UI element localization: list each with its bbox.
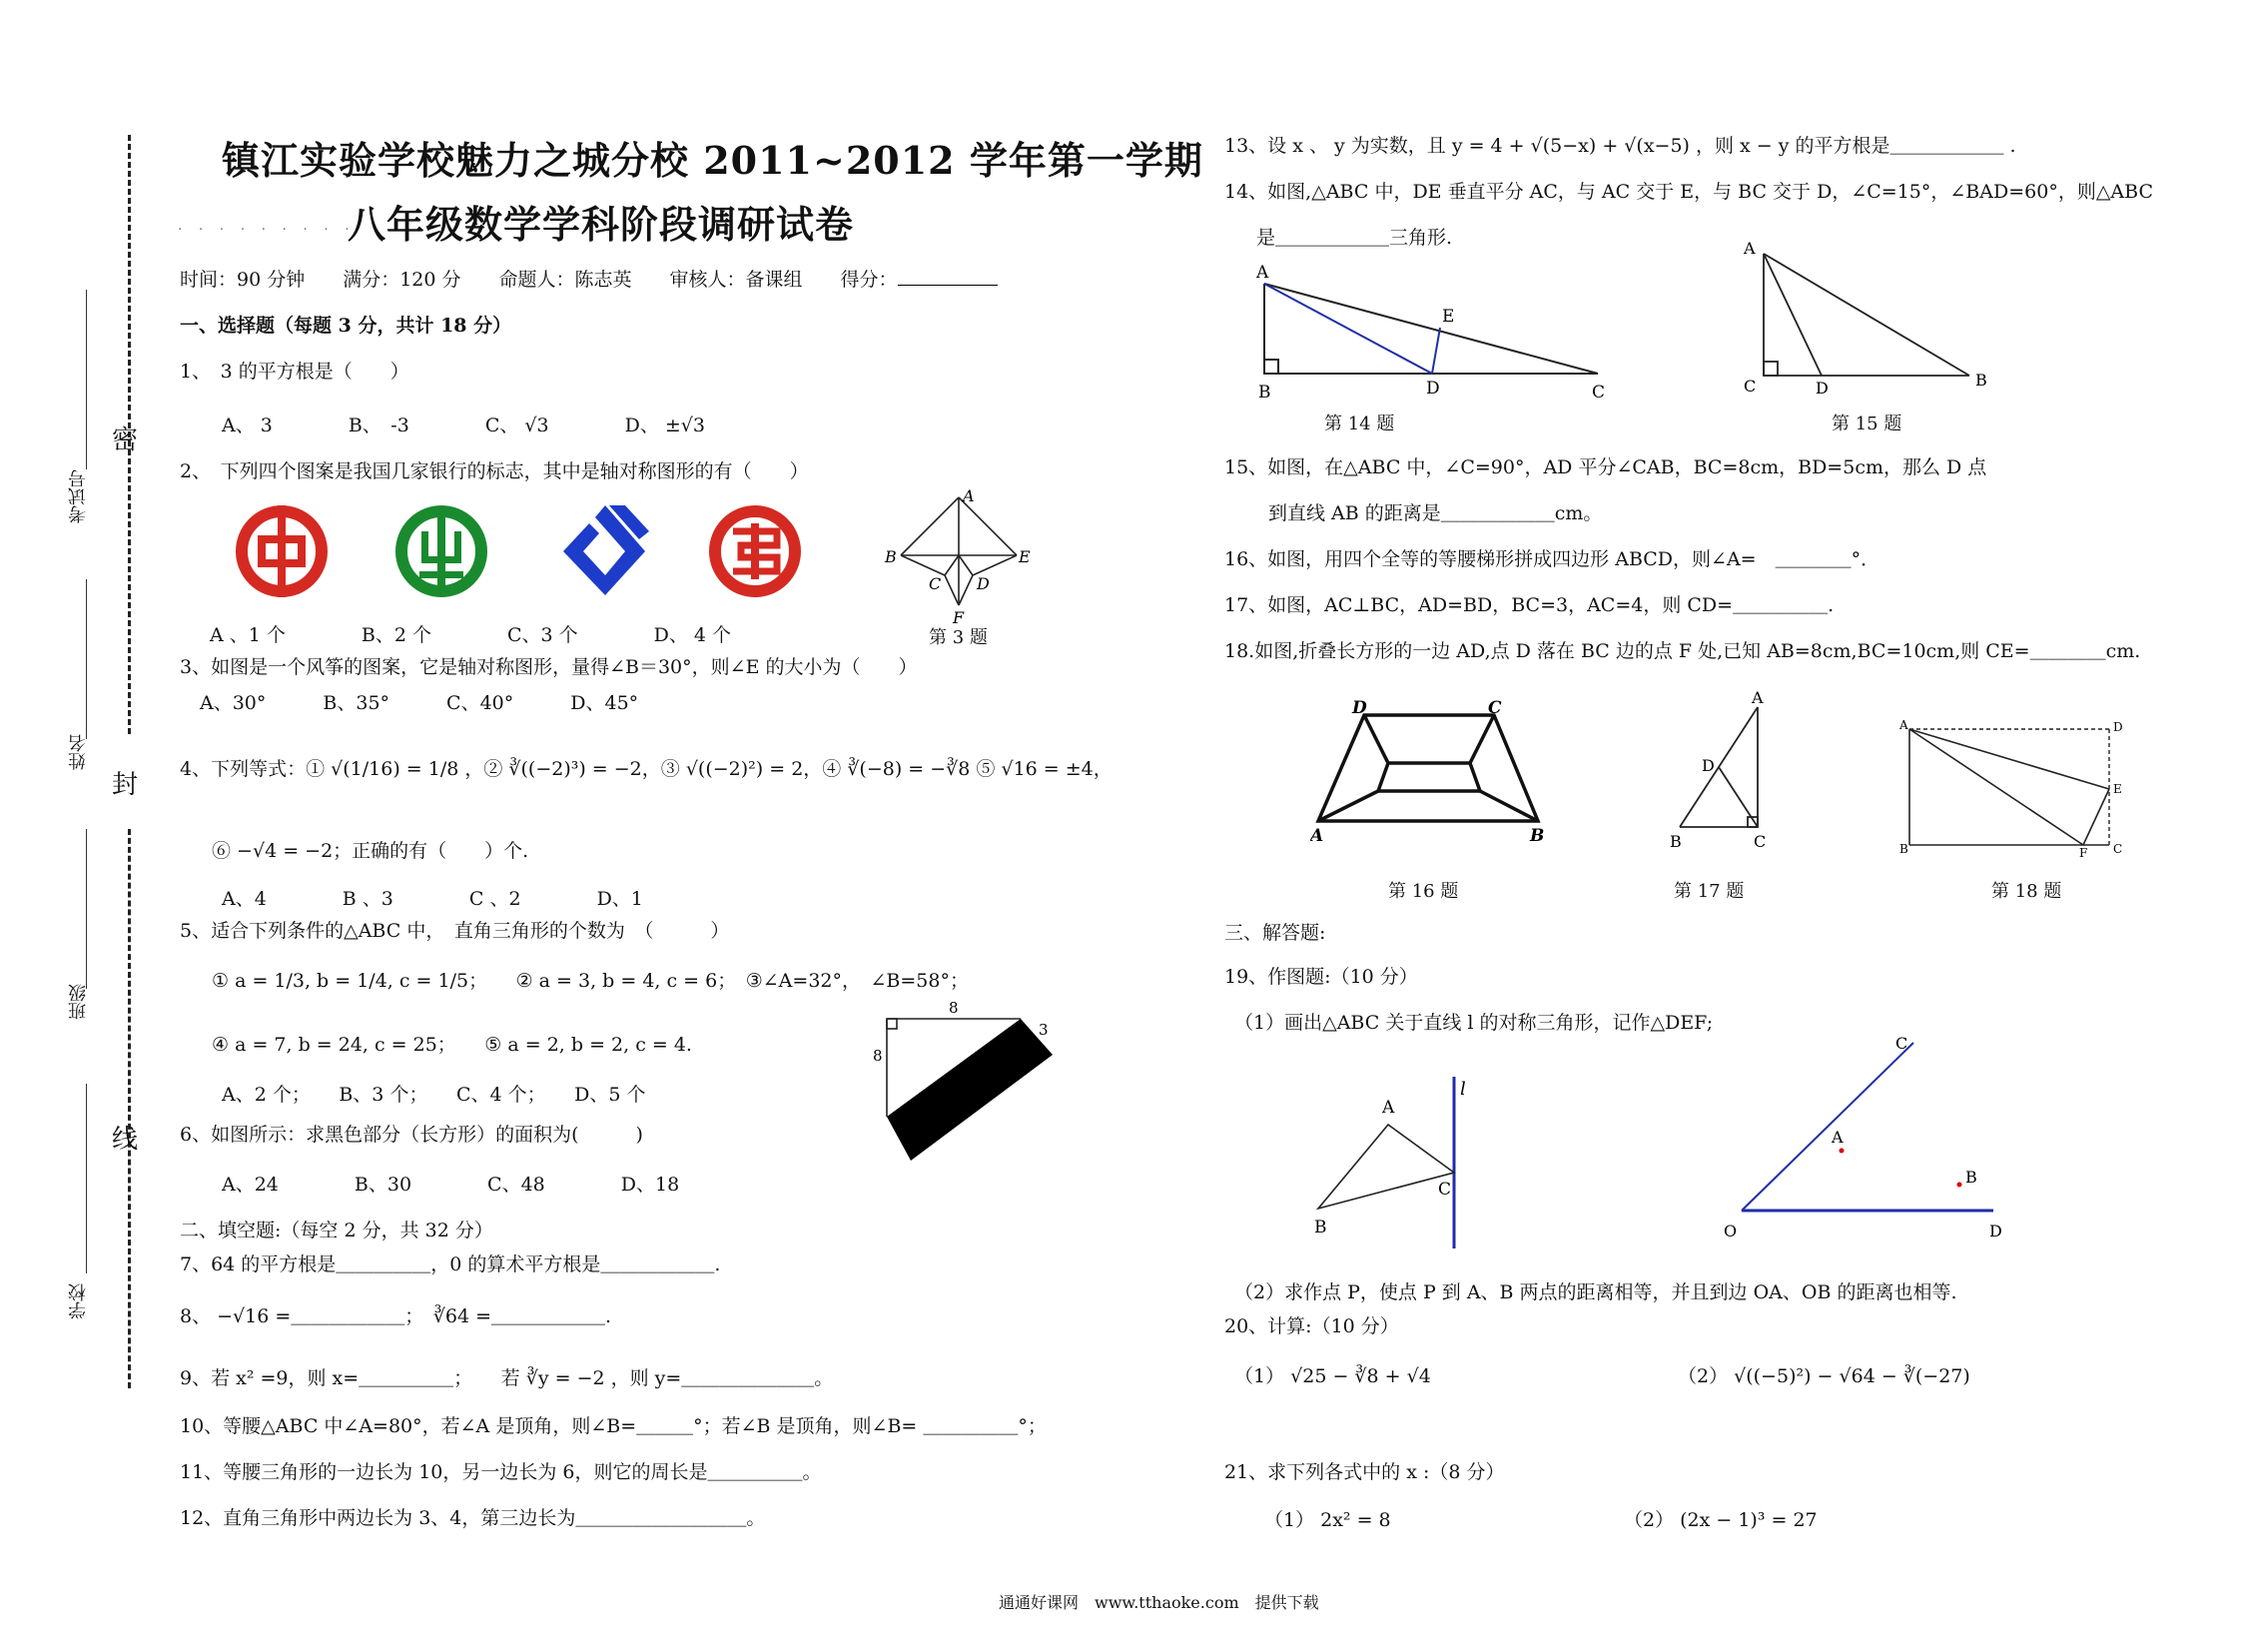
bank-of-china-logo-icon xyxy=(232,501,332,601)
fig19b-label-o: O xyxy=(1724,1222,1738,1240)
question-20-part2: （2） √((−5)²) − √64 − ∛(−27) xyxy=(1678,1365,1970,1387)
fig16-label-d: D xyxy=(1352,699,1367,718)
question-3: 3、如图是一个风筝的图案，它是轴对称图形，量得∠B＝30°，则∠E 的大小为（ ） xyxy=(180,656,918,678)
fig16-label-c: C xyxy=(1488,699,1502,718)
question-8: 8、 −√16 =＿＿＿＿＿＿； ∛64 =＿＿＿＿＿＿. xyxy=(180,1305,612,1327)
fig19b-label-a: A xyxy=(1832,1128,1844,1147)
fig15-label-b: B xyxy=(1975,371,1987,390)
fig14-label-b: B xyxy=(1258,383,1271,403)
seal-char-mi: 密 xyxy=(112,425,139,455)
kite-label-a: A xyxy=(963,486,975,505)
question-5-conditions-b: ④ a = 7, b = 24, c = 25； ⑤ a = 2, b = 2, c = 4. xyxy=(212,1034,692,1056)
fig14-label-c: C xyxy=(1592,383,1606,403)
question-4-options: A、4 B 、3 C 、2 D、1 xyxy=(222,888,643,910)
question-15-cont: 到直线 AB 的距离是＿＿＿＿＿＿cm。 xyxy=(1268,502,1603,524)
trapezoid-figure-q16 xyxy=(1310,699,1550,849)
question-19: 19、作图题:（10 分） xyxy=(1224,966,1418,988)
fig16-label-a: A xyxy=(1310,826,1324,846)
question-7: 7、64 的平方根是＿＿＿＿＿，0 的算术平方根是＿＿＿＿＿＿. xyxy=(180,1253,721,1275)
question-6: 6、如图所示：求黑色部分（长方形）的面积为( ) xyxy=(180,1124,643,1146)
question-19-part1: （1）画出△ABC 关于直线 l 的对称三角形，记作△DEF; xyxy=(1234,1012,1714,1034)
title-line-1: 镇江实验学校魅力之城分校 2011~2012 学年第一学期 xyxy=(222,138,1203,183)
question-6-options: A、24 B、30 C、48 D、18 xyxy=(222,1174,680,1196)
kite-label-e: E xyxy=(1019,547,1031,566)
exam-no-line xyxy=(86,290,87,469)
rectangle-fold-figure-q18 xyxy=(1897,717,2127,857)
fig19-label-c: C xyxy=(1438,1180,1452,1200)
fig18-label-d: D xyxy=(2113,720,2123,734)
question-2: 2、 下列四个图案是我国几家银行的标志，其中是轴对称图形的有（ ） xyxy=(180,460,809,482)
fig18-label-e: E xyxy=(2113,782,2122,796)
question-1-options: A、 3 B、 -3 C、 √3 D、 ±√3 xyxy=(222,414,705,436)
question-11: 11、等腰三角形的一边长为 10，另一边长为 6，则它的周长是＿＿＿＿＿。 xyxy=(180,1461,822,1483)
question-12: 12、直角三角形中两边长为 3、4，第三边长为＿＿＿＿＿＿＿＿＿。 xyxy=(180,1507,766,1529)
question-20-part1: （1） √25 − ∛8 + √4 xyxy=(1234,1365,1431,1387)
question-9: 9、若 x² =9，则 x=＿＿＿＿＿； 若 ∛y = −2 ，则 y=＿＿＿＿＿＿＿。 xyxy=(180,1367,834,1389)
caption-q18: 第 18 题 xyxy=(1991,881,2062,902)
section2-heading: 二、填空题:（每空 2 分，共 32 分） xyxy=(180,1220,493,1241)
reflection-figure-q19 xyxy=(1308,1073,1478,1252)
fig18-label-f: F xyxy=(2079,846,2088,857)
fig15-label-c: C xyxy=(1744,377,1757,396)
black-rectangle-figure-q6 xyxy=(871,999,1063,1169)
fig14-label-a: A xyxy=(1256,263,1269,283)
question-15: 15、如图，在△ABC 中，∠C=90°，AD 平分∠CAB，BC=8cm，BD=5cm，那么 D 点 xyxy=(1224,456,1987,478)
fig19-label-a: A xyxy=(1382,1098,1395,1118)
triangle-figure-q17 xyxy=(1658,685,1778,855)
question-10: 10、等腰△ABC 中∠A=80°，若∠A 是顶角，则∠B=＿＿＿°；若∠B 是顶角，则∠B= ＿＿＿＿＿°； xyxy=(180,1415,1047,1437)
question-19-part2: （2）求作点 P，使点 P 到 A、B 两点的距离相等，并且到边 OA、OB 的距离也相等. xyxy=(1234,1281,1957,1303)
fig15-label-d: D xyxy=(1816,379,1829,398)
school-line xyxy=(86,1084,87,1273)
caption-q17: 第 17 题 xyxy=(1674,881,1745,902)
section3-heading: 三、解答题: xyxy=(1224,922,1326,944)
triangle-figure-q15 xyxy=(1738,240,1991,400)
kite-figure-q3 xyxy=(883,483,1033,625)
fig17-label-c: C xyxy=(1754,832,1767,851)
question-14: 14、如图,△ABC 中，DE 垂直平分 AC，与 AC 交于 E，与 BC 交于 D，∠C=15°，∠BAD=60°，则△ABC xyxy=(1224,181,2154,203)
question-14-cont: 是＿＿＿＿＿＿三角形. xyxy=(1256,227,1453,249)
seal-char-feng: 封 xyxy=(112,770,139,800)
fig19b-label-b: B xyxy=(1965,1168,1977,1187)
kite-label-c: C xyxy=(929,574,942,593)
footer-text: 通通好课网 www.tthaoke.com 提供下载 xyxy=(999,1593,1319,1612)
question-5-conditions-a: ① a = 1/3, b = 1/4, c = 1/5； ② a = 3, b = 4, c = 6； ③∠A=32°， ∠B=58°； xyxy=(212,970,969,992)
fig17-label-d: D xyxy=(1702,756,1715,775)
fig18-label-c: C xyxy=(2113,842,2123,856)
question-21: 21、求下列各式中的 x :（8 分） xyxy=(1224,1461,1505,1483)
section1-heading: 一、选择题（每题 3 分，共计 18 分） xyxy=(180,315,512,337)
question-4: 4、下列等式：① √(1/16) = 1/8 ，② ∛((−2)³) = −2，③ √((−2)²) = 2，④ ∛(−8) = −∛8 ⑤ √16 = ±4， xyxy=(180,758,1113,780)
question-20: 20、计算:（10 分） xyxy=(1224,1315,1399,1337)
caption-q15: 第 15 题 xyxy=(1832,413,1902,434)
question-2-options: A 、1 个 B、2 个 C、3 个 D、 4 个 xyxy=(210,624,732,646)
class-label: 班级 xyxy=(68,984,89,1020)
question-5: 5、适合下列条件的△ABC 中， 直角三角形的个数为 （ ） xyxy=(180,920,730,942)
fig6-label-left: 8 xyxy=(873,1047,883,1065)
name-label: 姓名 xyxy=(68,734,89,770)
fig15-label-a: A xyxy=(1744,240,1756,258)
agricultural-bank-logo-icon xyxy=(391,501,491,601)
question-16: 16、如图，用四个全等的等腰梯形拼成四边形 ABCD，则∠A= ＿＿＿＿°． xyxy=(1224,548,1880,570)
fig17-label-b: B xyxy=(1670,832,1682,851)
caption-q14: 第 14 题 xyxy=(1324,413,1395,434)
fig14-label-e: E xyxy=(1442,307,1455,327)
question-17: 17、如图，AC⊥BC，AD=BD，BC=3，AC=4，则 CD=＿＿＿＿＿. xyxy=(1224,594,1835,616)
binding-dash-line-2 xyxy=(128,829,131,1388)
question-21-part2: （2） (2x − 1)³ = 27 xyxy=(1624,1509,1818,1531)
kite-label-f: F xyxy=(953,608,965,625)
fig6-label-top: 8 xyxy=(949,999,959,1017)
name-line xyxy=(86,579,87,739)
fig19b-label-c: C xyxy=(1895,1034,1908,1053)
caption-q3: 第 3 题 xyxy=(929,627,988,648)
score-blank[interactable] xyxy=(898,285,998,286)
question-1: 1、 3 的平方根是（ ） xyxy=(180,361,409,383)
triangle-figure-q14 xyxy=(1254,262,1616,412)
question-21-part1: （1） 2x² = 8 xyxy=(1264,1509,1391,1531)
fig6-label-right: 3 xyxy=(1039,1021,1049,1039)
construction-bank-logo-icon xyxy=(553,499,653,603)
fig19-label-l: l xyxy=(1460,1079,1466,1100)
fig19-label-b: B xyxy=(1314,1218,1327,1238)
title-line-2: 八年级数学学科阶段调研试卷 xyxy=(348,202,855,247)
kite-label-b: B xyxy=(885,547,897,566)
question-3-options: A、30° B、35° C、40° D、45° xyxy=(200,692,639,714)
icbc-logo-icon xyxy=(705,501,805,601)
seal-char-xian: 线 xyxy=(112,1125,139,1155)
question-4-cont: ⑥ −√4 = −2；正确的有（ ）个. xyxy=(212,840,529,862)
fig19b-label-d: D xyxy=(1989,1222,2002,1240)
kite-label-d: D xyxy=(977,574,990,593)
exam-info: 时间：90 分钟 满分：120 分 命题人：陈志英 审核人：备课组 得分： xyxy=(180,268,998,292)
title-dots: · · · · · · · · · xyxy=(178,222,356,238)
fig14-label-d: D xyxy=(1426,379,1440,399)
angle-figure-q19 xyxy=(1718,1033,2017,1252)
caption-q16: 第 16 题 xyxy=(1388,881,1459,902)
question-18: 18.如图,折叠长方形的一边 AD,点 D 落在 BC 边的点 F 处,已知 AB=8cm,BC=10cm,则 CE=＿＿＿＿cm. xyxy=(1224,640,2141,662)
exam-no-label: 考试号 xyxy=(68,469,89,523)
school-label: 学校 xyxy=(68,1283,89,1319)
fig16-label-b: B xyxy=(1530,826,1545,846)
question-13: 13、设 x 、 y 为实数，且 y = 4 + √(5−x) + √(x−5) ，则 x − y 的平方根是＿＿＿＿＿＿ . xyxy=(1224,135,2016,157)
question-5-options: A、2 个； B、3 个； C、4 个； D、5 个 xyxy=(222,1084,646,1106)
class-line xyxy=(86,829,87,989)
fig18-label-b: B xyxy=(1899,842,1908,856)
fig17-label-a: A xyxy=(1752,688,1764,707)
fig18-label-a: A xyxy=(1899,718,1908,732)
